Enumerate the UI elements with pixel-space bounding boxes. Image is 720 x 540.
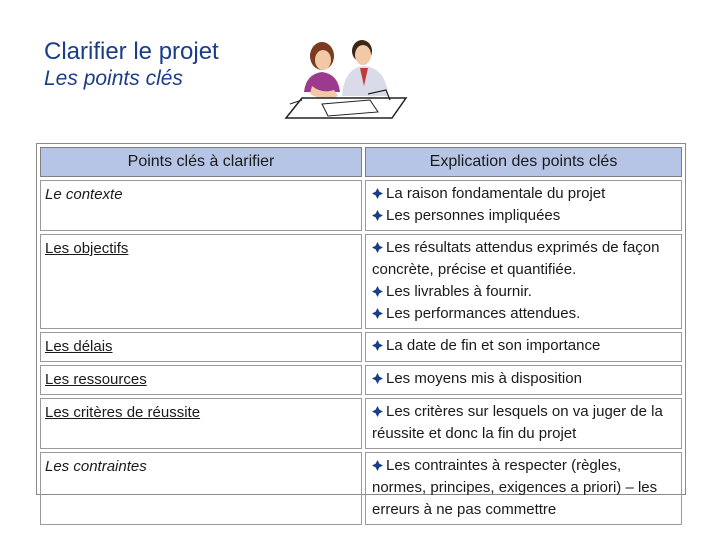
explanation-line (372, 368, 677, 390)
key-points-table (36, 143, 686, 518)
explanation-text: Les résultats attendus exprimés de façon concrète, précise et quantifiée. (372, 239, 660, 278)
diamond-bullet-icon (372, 460, 383, 471)
row-explanation-cell (365, 332, 682, 362)
header-explication: Explication des points clés (365, 147, 682, 177)
slide-title: Clarifier le projet (44, 38, 219, 65)
diamond-bullet-icon (372, 242, 383, 253)
table-row (40, 332, 682, 362)
diamond-bullet-icon (372, 406, 383, 417)
row-label-cell (40, 452, 362, 525)
table-row (40, 180, 682, 231)
table-row (40, 365, 682, 395)
explanation-line (372, 237, 677, 281)
row-label-cell (40, 180, 362, 231)
slide-subtitle: Les points clés (44, 67, 183, 90)
explanation-line (372, 401, 677, 445)
explanation-line (372, 335, 677, 357)
explanation-line (372, 183, 677, 205)
row-label-cell (40, 398, 362, 449)
row-label-cell (40, 365, 362, 395)
people-reviewing-document-icon (282, 34, 410, 120)
row-explanation-cell (365, 398, 682, 449)
row-label: Le contexte (45, 186, 123, 203)
diamond-bullet-icon (372, 340, 383, 351)
explanation-line (372, 303, 677, 325)
row-label: Les ressources (45, 371, 147, 388)
row-explanation-cell (365, 365, 682, 395)
row-explanation-cell (365, 452, 682, 525)
row-label: Les objectifs (45, 240, 129, 257)
explanation-text: Les personnes impliquées (386, 207, 561, 224)
row-label-cell (40, 234, 362, 329)
explanation-line (372, 455, 677, 521)
slide-title-block (44, 38, 219, 92)
row-label: Les délais (45, 338, 113, 355)
diamond-bullet-icon (372, 286, 383, 297)
diamond-bullet-icon (372, 373, 383, 384)
row-label: Les critères de réussite (45, 404, 201, 421)
explanation-text: Les contraintes à respecter (règles, normes, principes, exigences a priori) – les erreurs à ne pas commettre (372, 457, 658, 518)
table-header-row (40, 147, 682, 177)
explanation-text: Les performances attendues. (386, 305, 581, 322)
explanation-line (372, 205, 677, 227)
explanation-line (372, 281, 677, 303)
row-explanation-cell (365, 180, 682, 231)
explanation-text: Les critères sur lesquels on va juger de la réussite et donc la fin du projet (372, 403, 663, 442)
table-row (40, 452, 682, 525)
diamond-bullet-icon (372, 188, 383, 199)
explanation-text: Les moyens mis à disposition (386, 370, 582, 387)
explanation-text: La date de fin et son importance (386, 337, 601, 354)
explanation-text: La raison fondamentale du projet (386, 185, 606, 202)
diamond-bullet-icon (372, 210, 383, 221)
row-explanation-cell (365, 234, 682, 329)
header-points-cles: Points clés à clarifier (40, 147, 362, 177)
explanation-text: Les livrables à fournir. (386, 283, 532, 300)
diamond-bullet-icon (372, 308, 383, 319)
row-label-cell (40, 332, 362, 362)
table-row (40, 234, 682, 329)
table-row (40, 398, 682, 449)
key-points-grid (37, 144, 685, 528)
row-label: Les contraintes (45, 458, 147, 475)
